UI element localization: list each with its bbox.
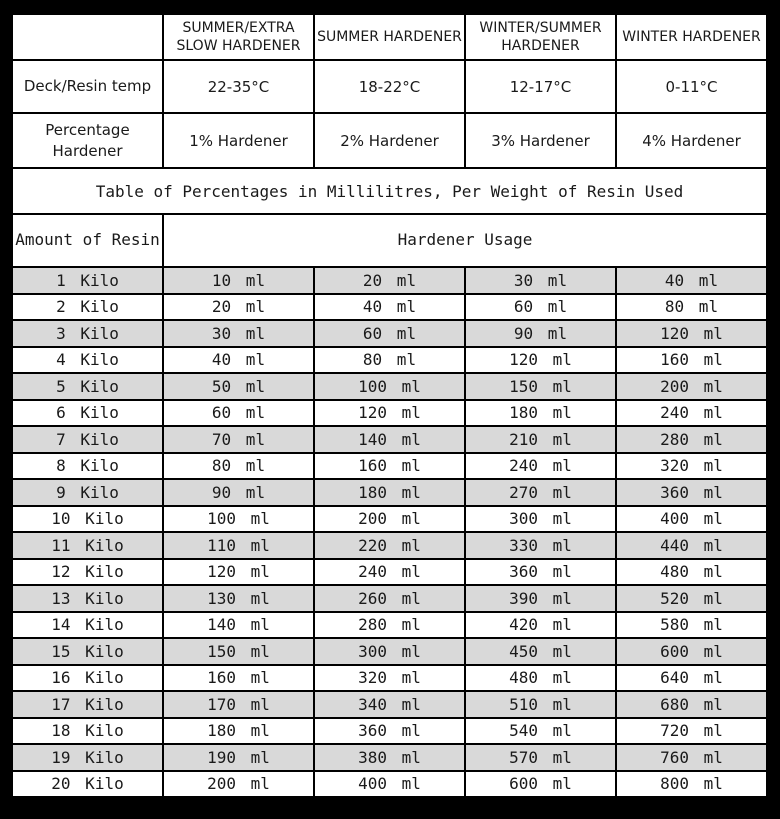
table-frame xyxy=(11,13,768,798)
usage-row xyxy=(12,559,767,586)
kilo-cell: 12 Kilo xyxy=(12,559,163,586)
ml-value-cell: 150 ml xyxy=(163,638,314,665)
usage-row xyxy=(12,744,767,771)
kilo-cell: 11 Kilo xyxy=(12,532,163,559)
ml-value-cell: 110 ml xyxy=(163,532,314,559)
ml-value-cell: 80 ml xyxy=(314,347,465,374)
ml-value-cell: 70 ml xyxy=(163,426,314,453)
ml-value-cell: 280 ml xyxy=(616,426,767,453)
ml-value-cell: 240 ml xyxy=(616,400,767,427)
percentage-value-summer: 2% Hardener xyxy=(314,113,465,168)
kilo-cell: 3 Kilo xyxy=(12,320,163,347)
ml-value-cell: 720 ml xyxy=(616,718,767,745)
percentage-value-summer-extra-slow: 1% Hardener xyxy=(163,113,314,168)
usage-row xyxy=(12,718,767,745)
kilo-cell: 15 Kilo xyxy=(12,638,163,665)
ml-value-cell: 420 ml xyxy=(465,612,616,639)
ml-value-cell: 160 ml xyxy=(163,665,314,692)
section-title: Table of Percentages in Millilitres, Per Weight of Resin Used xyxy=(12,168,767,214)
usage-row xyxy=(12,612,767,639)
ml-value-cell: 680 ml xyxy=(616,691,767,718)
ml-value-cell: 400 ml xyxy=(616,506,767,533)
col-header-summer-extra-slow: SUMMER/EXTRA SLOW HARDENER xyxy=(163,14,314,60)
usage-row xyxy=(12,426,767,453)
ml-value-cell: 300 ml xyxy=(465,506,616,533)
ml-value-cell: 40 ml xyxy=(314,294,465,321)
ml-value-cell: 800 ml xyxy=(616,771,767,798)
ml-value-cell: 280 ml xyxy=(314,612,465,639)
ml-value-cell: 200 ml xyxy=(163,771,314,798)
ml-value-cell: 130 ml xyxy=(163,585,314,612)
ml-value-cell: 80 ml xyxy=(616,294,767,321)
usage-row xyxy=(12,771,767,798)
usage-row xyxy=(12,347,767,374)
table-header xyxy=(12,14,767,267)
ml-value-cell: 170 ml xyxy=(163,691,314,718)
kilo-cell: 6 Kilo xyxy=(12,400,163,427)
usage-table-body xyxy=(12,267,767,797)
kilo-cell: 8 Kilo xyxy=(12,453,163,480)
kilo-cell: 2 Kilo xyxy=(12,294,163,321)
amount-of-resin-label: Amount of Resin xyxy=(12,214,163,267)
ml-value-cell: 260 ml xyxy=(314,585,465,612)
ml-value-cell: 200 ml xyxy=(616,373,767,400)
ml-value-cell: 60 ml xyxy=(163,400,314,427)
ml-value-cell: 40 ml xyxy=(616,267,767,294)
usage-row xyxy=(12,320,767,347)
ml-value-cell: 180 ml xyxy=(314,479,465,506)
kilo-cell: 18 Kilo xyxy=(12,718,163,745)
ml-value-cell: 160 ml xyxy=(314,453,465,480)
percentage-hardener-row xyxy=(12,113,767,168)
ml-value-cell: 90 ml xyxy=(163,479,314,506)
ml-value-cell: 100 ml xyxy=(314,373,465,400)
ml-value-cell: 90 ml xyxy=(465,320,616,347)
ml-value-cell: 120 ml xyxy=(314,400,465,427)
ml-value-cell: 30 ml xyxy=(163,320,314,347)
ml-value-cell: 520 ml xyxy=(616,585,767,612)
percentage-row-label: Percentage Hardener xyxy=(12,113,163,168)
kilo-cell: 5 Kilo xyxy=(12,373,163,400)
usage-row xyxy=(12,532,767,559)
ml-value-cell: 240 ml xyxy=(314,559,465,586)
ml-value-cell: 40 ml xyxy=(163,347,314,374)
col-header-winter-summer: WINTER/SUMMER HARDENER xyxy=(465,14,616,60)
temp-value-winter: 0-11°C xyxy=(616,60,767,113)
ml-value-cell: 210 ml xyxy=(465,426,616,453)
ml-value-cell: 450 ml xyxy=(465,638,616,665)
ml-value-cell: 20 ml xyxy=(163,294,314,321)
ml-value-cell: 100 ml xyxy=(163,506,314,533)
kilo-cell: 7 Kilo xyxy=(12,426,163,453)
kilo-cell: 19 Kilo xyxy=(12,744,163,771)
ml-value-cell: 640 ml xyxy=(616,665,767,692)
ml-value-cell: 320 ml xyxy=(616,453,767,480)
ml-value-cell: 60 ml xyxy=(465,294,616,321)
ml-value-cell: 200 ml xyxy=(314,506,465,533)
ml-value-cell: 300 ml xyxy=(314,638,465,665)
col-header-summer: SUMMER HARDENER xyxy=(314,14,465,60)
usage-row xyxy=(12,665,767,692)
kilo-cell: 9 Kilo xyxy=(12,479,163,506)
ml-value-cell: 270 ml xyxy=(465,479,616,506)
kilo-cell: 10 Kilo xyxy=(12,506,163,533)
ml-value-cell: 120 ml xyxy=(163,559,314,586)
section-title-row xyxy=(12,168,767,214)
usage-row xyxy=(12,453,767,480)
ml-value-cell: 140 ml xyxy=(163,612,314,639)
ml-value-cell: 30 ml xyxy=(465,267,616,294)
ml-value-cell: 480 ml xyxy=(616,559,767,586)
usage-row xyxy=(12,267,767,294)
deck-resin-temp-row xyxy=(12,60,767,113)
ml-value-cell: 190 ml xyxy=(163,744,314,771)
kilo-cell: 4 Kilo xyxy=(12,347,163,374)
temp-value-summer: 18-22°C xyxy=(314,60,465,113)
ml-value-cell: 380 ml xyxy=(314,744,465,771)
kilo-cell: 20 Kilo xyxy=(12,771,163,798)
ml-value-cell: 340 ml xyxy=(314,691,465,718)
hardener-usage-label: Hardener Usage xyxy=(163,214,767,267)
kilo-cell: 1 Kilo xyxy=(12,267,163,294)
season-header-row xyxy=(12,14,767,60)
ml-value-cell: 480 ml xyxy=(465,665,616,692)
ml-value-cell: 10 ml xyxy=(163,267,314,294)
usage-header-row xyxy=(12,214,767,267)
ml-value-cell: 360 ml xyxy=(616,479,767,506)
ml-value-cell: 140 ml xyxy=(314,426,465,453)
percentage-value-winter-summer: 3% Hardener xyxy=(465,113,616,168)
ml-value-cell: 220 ml xyxy=(314,532,465,559)
ml-value-cell: 20 ml xyxy=(314,267,465,294)
ml-value-cell: 360 ml xyxy=(314,718,465,745)
ml-value-cell: 580 ml xyxy=(616,612,767,639)
usage-row xyxy=(12,479,767,506)
temp-value-summer-extra-slow: 22-35°C xyxy=(163,60,314,113)
ml-value-cell: 540 ml xyxy=(465,718,616,745)
ml-value-cell: 60 ml xyxy=(314,320,465,347)
percentage-value-winter: 4% Hardener xyxy=(616,113,767,168)
ml-value-cell: 80 ml xyxy=(163,453,314,480)
kilo-cell: 17 Kilo xyxy=(12,691,163,718)
ml-value-cell: 440 ml xyxy=(616,532,767,559)
ml-value-cell: 180 ml xyxy=(163,718,314,745)
ml-value-cell: 150 ml xyxy=(465,373,616,400)
usage-row xyxy=(12,585,767,612)
usage-row xyxy=(12,691,767,718)
ml-value-cell: 360 ml xyxy=(465,559,616,586)
ml-value-cell: 240 ml xyxy=(465,453,616,480)
temp-value-winter-summer: 12-17°C xyxy=(465,60,616,113)
temp-row-label: Deck/Resin temp xyxy=(12,60,163,113)
ml-value-cell: 510 ml xyxy=(465,691,616,718)
kilo-cell: 13 Kilo xyxy=(12,585,163,612)
ml-value-cell: 390 ml xyxy=(465,585,616,612)
ml-value-cell: 120 ml xyxy=(465,347,616,374)
usage-row xyxy=(12,638,767,665)
ml-value-cell: 180 ml xyxy=(465,400,616,427)
col-header-winter: WINTER HARDENER xyxy=(616,14,767,60)
ml-value-cell: 760 ml xyxy=(616,744,767,771)
ml-value-cell: 400 ml xyxy=(314,771,465,798)
ml-value-cell: 320 ml xyxy=(314,665,465,692)
kilo-cell: 14 Kilo xyxy=(12,612,163,639)
ml-value-cell: 160 ml xyxy=(616,347,767,374)
usage-row xyxy=(12,400,767,427)
corner-cell xyxy=(12,14,163,60)
usage-row xyxy=(12,373,767,400)
ml-value-cell: 600 ml xyxy=(616,638,767,665)
ml-value-cell: 600 ml xyxy=(465,771,616,798)
usage-row xyxy=(12,294,767,321)
usage-row xyxy=(12,506,767,533)
ml-value-cell: 50 ml xyxy=(163,373,314,400)
hardener-usage-table xyxy=(11,13,768,798)
ml-value-cell: 570 ml xyxy=(465,744,616,771)
ml-value-cell: 330 ml xyxy=(465,532,616,559)
ml-value-cell: 120 ml xyxy=(616,320,767,347)
kilo-cell: 16 Kilo xyxy=(12,665,163,692)
